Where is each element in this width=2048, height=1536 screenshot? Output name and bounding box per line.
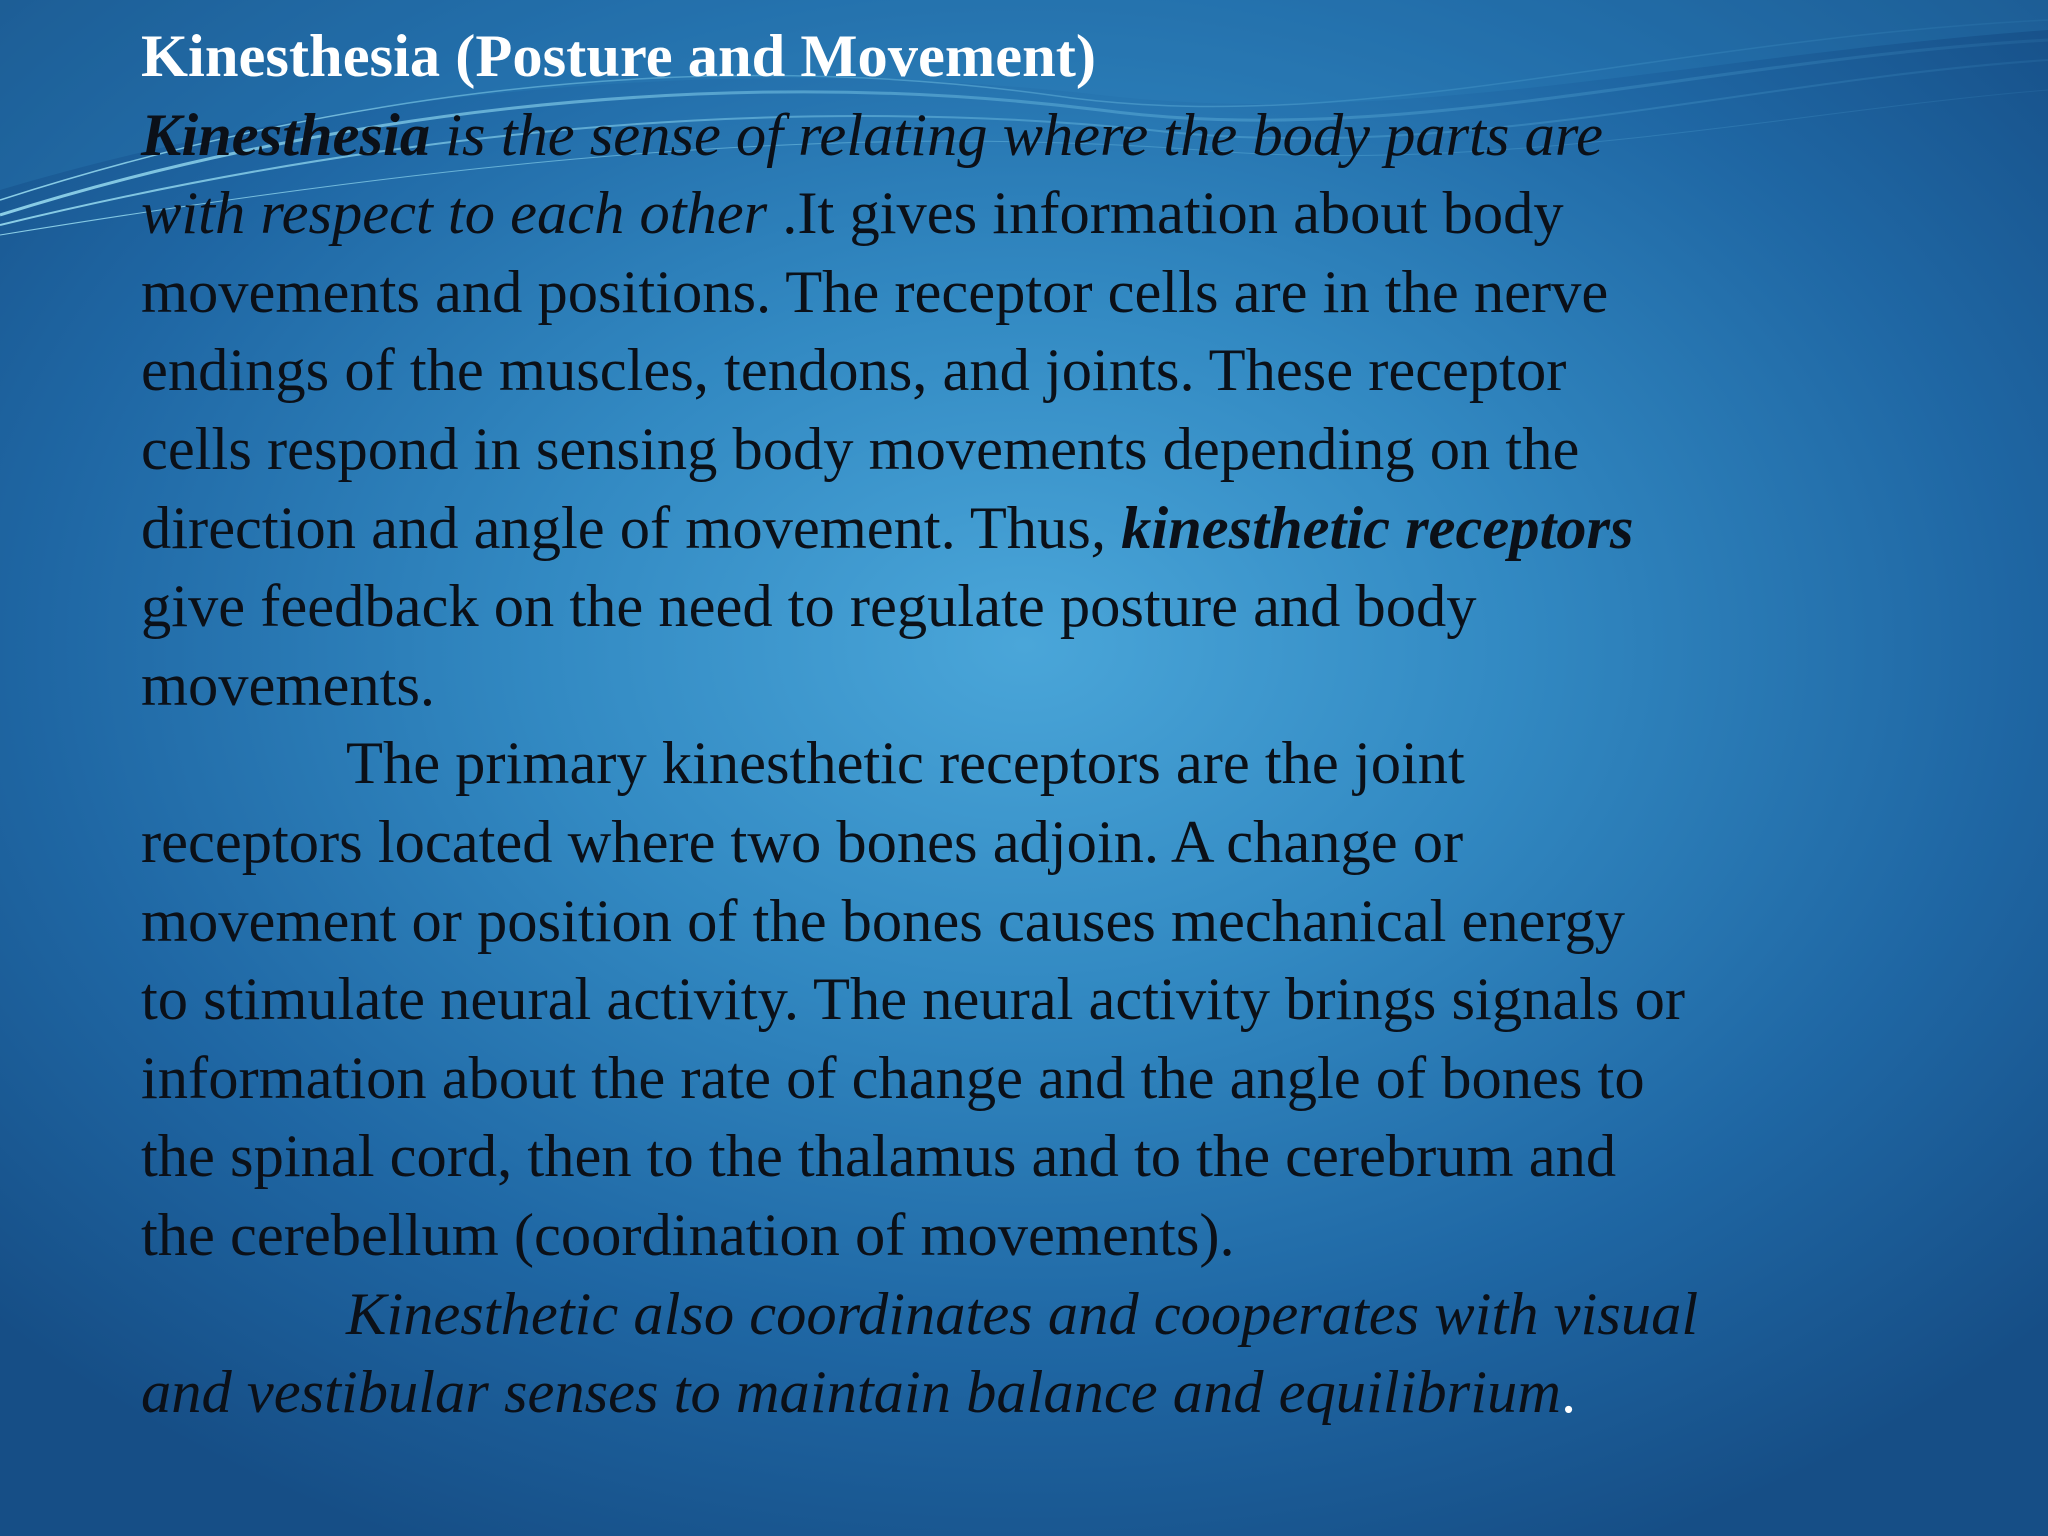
paragraph-2-line-5: information about the rate of change and the angle of bones to: [141, 1044, 1645, 1112]
paragraph-1-line-7: give feedback on the need to regulate posture and body: [141, 573, 1477, 641]
paragraph-2-line-3: movement or position of the bones causes mechanical energy: [141, 887, 1626, 955]
paragraph-2-line-7: the cerebellum (coordination of movements).: [141, 1201, 1235, 1269]
paragraph-1-line-5: cells respond in sensing body movements depending on the: [141, 415, 1580, 483]
paragraph-3-line-2: and vestibular senses to maintain balance and equilibrium.: [141, 1359, 1577, 1427]
paragraph-1-line-3: movements and positions. The receptor cells are in the nerve: [141, 258, 1609, 326]
paragraph-1-line-4: endings of the muscles, tendons, and joints. These receptor: [141, 337, 1567, 405]
paragraph-1-line-8: movements.: [141, 651, 436, 719]
slide-title: Kinesthesia (Posture and Movement): [141, 23, 1097, 90]
paragraph-2-line-1: The primary kinesthetic receptors are the joint: [346, 730, 1465, 798]
paragraph-2-line-2: receptors located where two bones adjoin. A change or: [141, 808, 1464, 876]
paragraph-1-line-2: with respect to each other .It gives information about body: [141, 180, 1564, 248]
term-kinesthesia: Kinesthesia: [141, 101, 431, 169]
paragraph-2-line-4: to stimulate neural activity. The neural activity brings signals or: [141, 966, 1686, 1034]
slide-body: [141, 18, 2021, 1433]
paragraph-1-line-1: Kinesthesia is the sense of relating where the body parts are: [141, 101, 1603, 169]
paragraph-2-line-6: the spinal cord, then to the thalamus and to the cerebrum and: [141, 1123, 1617, 1191]
paragraph-3-line-1: Kinesthetic also coordinates and cooperates with visual: [346, 1280, 1699, 1348]
term-kinesthetic-receptors: kinesthetic receptors: [1105, 494, 1634, 562]
paragraph-1-line-6: direction and angle of movement. Thus, kinesthetic receptors: [141, 494, 1634, 562]
